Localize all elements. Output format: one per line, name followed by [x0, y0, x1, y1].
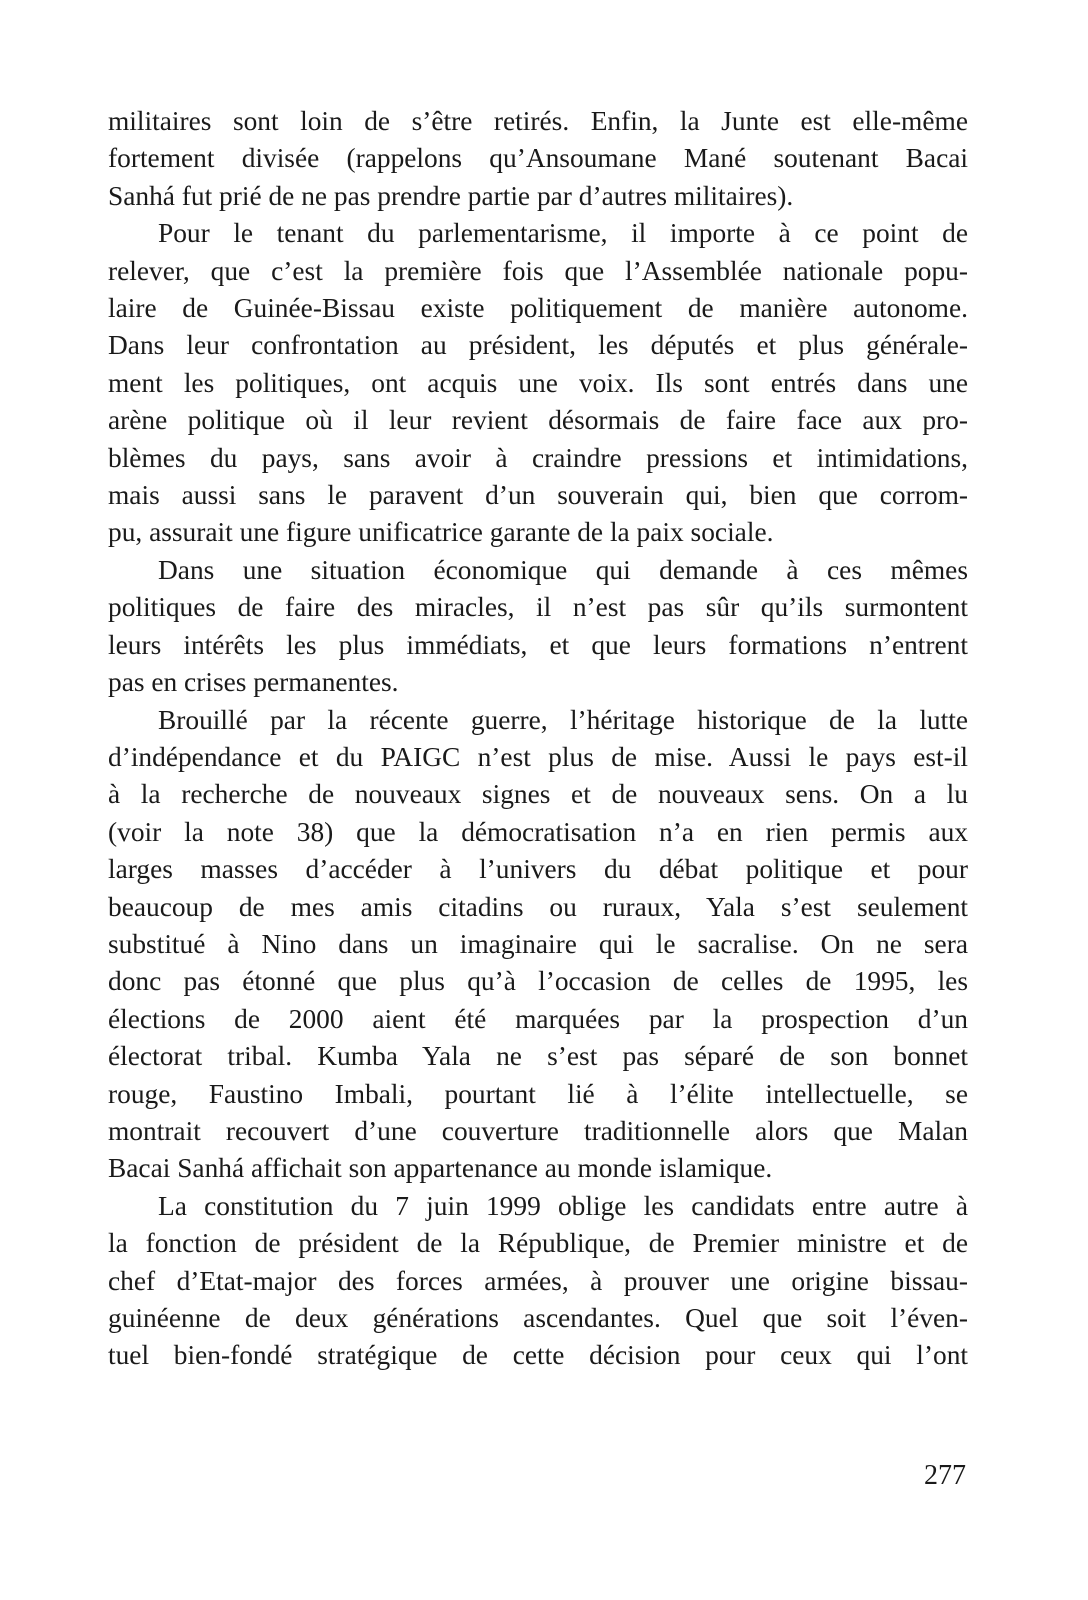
text-line: rouge, Faustino Imbali, pourtant lié à l’élite intellectuelle, se: [108, 1078, 968, 1109]
text-line: Pour le tenant du parlementarisme, il importe à ce point de: [158, 218, 968, 249]
text-line: la fonction de président de la République, de Premier ministre et de: [108, 1228, 968, 1259]
text-line: électorat tribal. Kumba Yala ne s’est pas séparé de son bonnet: [108, 1041, 968, 1072]
text-line: larges masses d’accéder à l’univers du débat politique et pour: [108, 854, 968, 885]
text-line: chef d’Etat-major des forces armées, à prouver une origine bissau-: [108, 1265, 968, 1296]
page-number: 277: [924, 1460, 966, 1491]
text-line: pas en crises permanentes.: [108, 667, 399, 698]
text-line: substitué à Nino dans un imaginaire qui le sacralise. On ne sera: [108, 928, 968, 959]
text-line: élections de 2000 aient été marquées par la prospection d’un: [108, 1003, 968, 1034]
text-line: fortement divisée (rappelons qu’Ansoumane Mané soutenant Bacai: [108, 143, 968, 174]
text-line: Dans leur confrontation au président, les députés et plus générale-: [108, 330, 968, 361]
text-line: à la recherche de nouveaux signes et de nouveaux sens. On a lu: [108, 779, 968, 810]
text-line: Brouillé par la récente guerre, l’héritage historique de la lutte: [158, 704, 968, 735]
text-line: beaucoup de mes amis citadins ou ruraux, Yala s’est seulement: [108, 891, 968, 922]
text-line: politiques de faire des miracles, il n’est pas sûr qu’ils surmontent: [108, 592, 968, 623]
text-line: leurs intérêts les plus immédiats, et que leurs formations n’entrent: [108, 629, 968, 660]
paragraph: [108, 103, 968, 215]
text-line: Dans une situation économique qui demande à ces mêmes: [158, 554, 968, 585]
text-line: Bacai Sanhá affichait son appartenance au monde islamique.: [108, 1153, 773, 1184]
text-line: (voir la note 38) que la démocratisation n’a en rien permis aux: [108, 816, 968, 847]
text-line: pu, assurait une figure unificatrice garante de la paix sociale.: [108, 517, 774, 548]
text-line: donc pas étonné que plus qu’à l’occasion de celles de 1995, les: [108, 966, 968, 997]
text-line: laire de Guinée-Bissau existe politiquement de manière autonome.: [108, 293, 968, 324]
text-line: militaires sont loin de s’être retirés. Enfin, la Junte est elle-même: [108, 106, 968, 136]
paragraph: [108, 215, 968, 552]
text-line: mais aussi sans le paravent d’un souverain qui, bien que corrom-: [108, 480, 968, 511]
text-line: tuel bien-fondé stratégique de cette décision pour ceux qui l’ont: [108, 1340, 968, 1371]
text-line: ment les politiques, ont acquis une voix. Ils sont entrés dans une: [108, 367, 968, 398]
text-line: Sanhá fut prié de ne pas prendre partie par d’autres militaires).: [108, 180, 794, 211]
text-line: relever, que c’est la première fois que l’Assemblée nationale popu-: [108, 255, 968, 286]
text-line: d’indépendance et du PAIGC n’est plus de mise. Aussi le pays est-il: [108, 741, 968, 772]
paragraph: [108, 702, 968, 1188]
text-line: montrait recouvert d’une couverture traditionnelle alors que Malan: [108, 1115, 968, 1146]
paragraph: [108, 552, 968, 702]
body-text: [108, 103, 968, 1375]
paragraph: [108, 1188, 968, 1375]
text-line: blèmes du pays, sans avoir à craindre pressions et intimidations,: [108, 442, 968, 473]
text-line: guinéenne de deux générations ascendantes. Quel que soit l’éven-: [108, 1303, 968, 1333]
text-line: arène politique où il leur revient désormais de faire face aux pro-: [108, 405, 968, 436]
text-line: La constitution du 7 juin 1999 oblige les candidats entre autre à: [158, 1190, 968, 1221]
